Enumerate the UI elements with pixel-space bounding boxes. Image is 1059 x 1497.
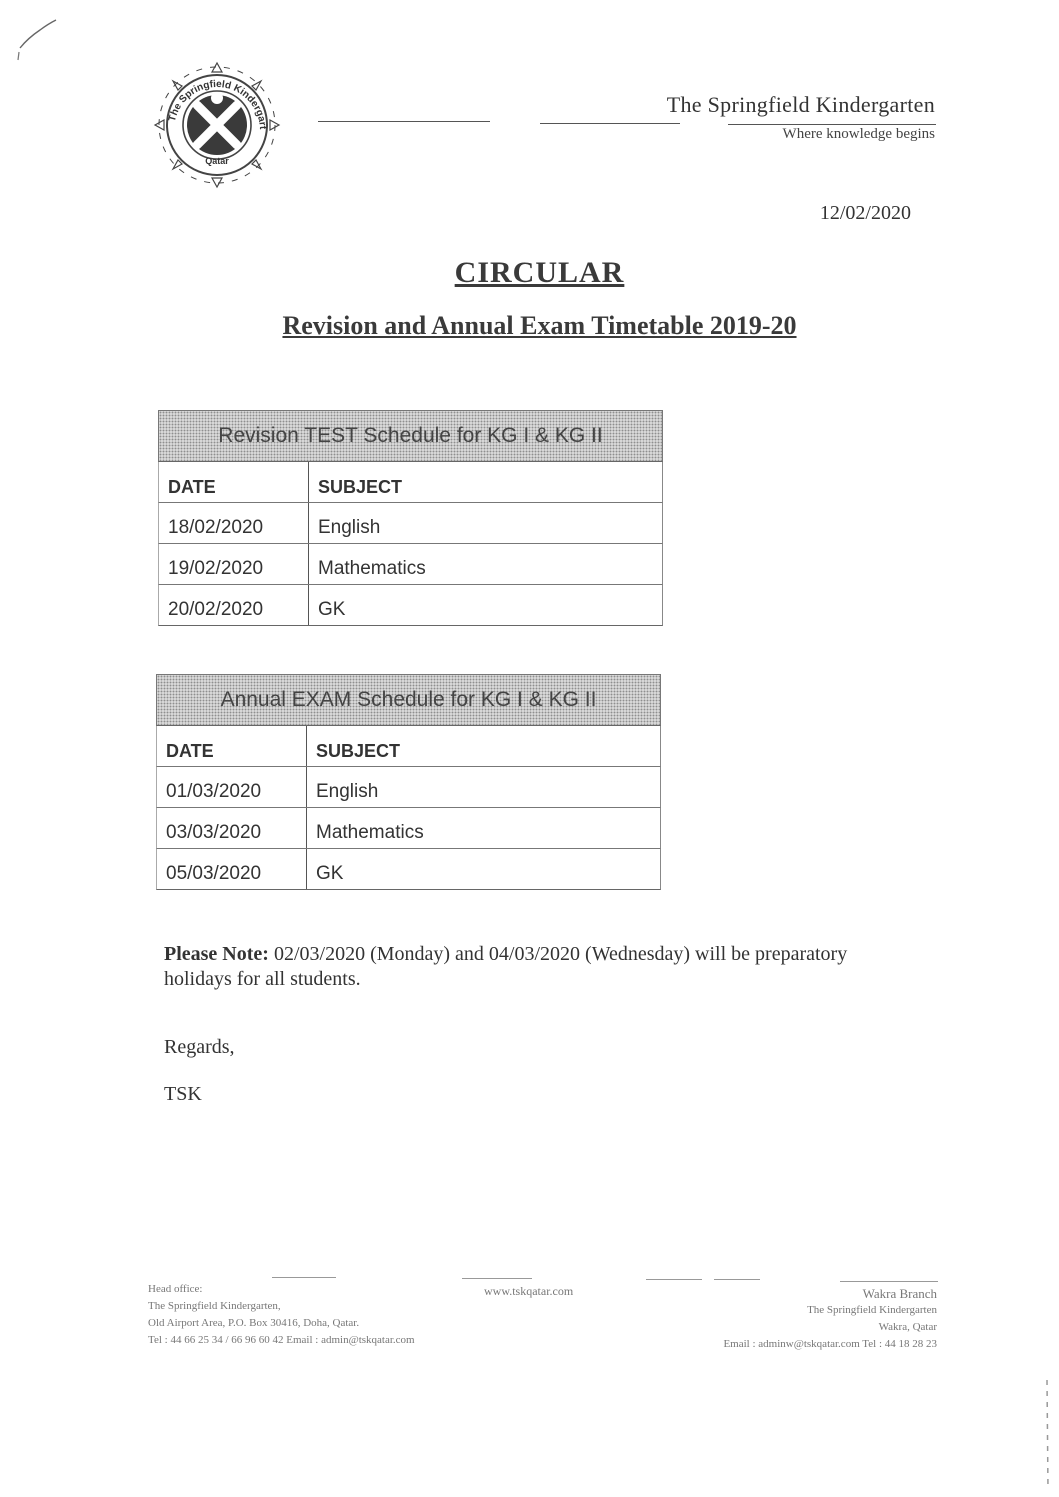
head-office-line1: The Springfield Kindergarten, [148, 1300, 281, 1312]
footer-rule [646, 1279, 702, 1280]
cell-subject: English [316, 781, 379, 802]
table-row [158, 544, 663, 585]
cell-subject: Mathematics [316, 822, 424, 843]
logo-ring-text: The Springfield Kindergart [166, 78, 269, 130]
tagline: Where knowledge begins [782, 126, 935, 142]
logo-bottom-text: Qatar [205, 156, 229, 166]
branch-line2: Wakra, Qatar [878, 1321, 937, 1333]
head-office-line3: Tel : 44 66 25 34 / 66 96 60 42 Email : admin@tskqatar.com [148, 1334, 415, 1346]
head-office-title: Head office: [148, 1283, 203, 1295]
holiday-note [164, 942, 904, 992]
closing-text: Regards, [164, 1036, 235, 1058]
scan-edge [1040, 1380, 1054, 1490]
cell-subject: Mathematics [318, 558, 426, 579]
cell-date: 20/02/2020 [159, 585, 309, 625]
cell-subject: GK [316, 863, 344, 884]
cell-date: 05/03/2020 [157, 849, 307, 889]
footer-rule [840, 1281, 938, 1282]
cell-date: 03/03/2020 [157, 808, 307, 848]
table-row [156, 767, 661, 808]
note-label: Please Note: [164, 943, 269, 965]
column-header-subject: SUBJECT [318, 477, 403, 497]
header-rule-left [318, 121, 490, 122]
cell-subject: English [318, 517, 381, 538]
header-rule-mid [540, 123, 680, 124]
table-header-row [158, 462, 663, 503]
page-subtitle: Revision and Annual Exam Timetable 2019-20 [282, 311, 797, 340]
branch-line3: Email : adminw@tskqatar.com Tel : 44 18 28 23 [723, 1338, 937, 1350]
head-office-line2: Old Airport Area, P.O. Box 30416, Doha, Qatar. [148, 1317, 360, 1329]
table-row [156, 808, 661, 849]
revision-schedule-table [158, 410, 663, 626]
cell-subject: GK [318, 599, 346, 620]
column-header-date: DATE [159, 462, 309, 502]
footer-rule [714, 1279, 760, 1280]
table-caption: Revision TEST Schedule for KG I & KG II [158, 410, 663, 462]
page-title: CIRCULAR [454, 256, 625, 289]
note-text: 02/03/2020 (Monday) and 04/03/2020 (Wednesday) will be preparatory holidays for all students. [164, 943, 848, 990]
school-seal-icon [152, 60, 282, 190]
table-row [158, 585, 663, 626]
table-row [156, 849, 661, 890]
signature: TSK [164, 1083, 202, 1105]
cell-date: 19/02/2020 [159, 544, 309, 584]
circular-date: 12/02/2020 [819, 202, 911, 224]
footer-head-office [148, 1281, 415, 1349]
footer-website[interactable]: www.tskqatar.com [484, 1284, 574, 1298]
cell-date: 18/02/2020 [159, 503, 309, 543]
table-row [158, 503, 663, 544]
branch-line1: The Springfield Kindergarten [807, 1304, 937, 1316]
annual-schedule-table [156, 674, 661, 890]
footer-branch [723, 1285, 937, 1353]
branch-title: Wakra Branch [862, 1286, 937, 1301]
column-header-subject: SUBJECT [316, 741, 401, 761]
table-header-row [156, 726, 661, 767]
school-logo [152, 60, 282, 190]
tagline-rule [728, 124, 936, 125]
scan-mark [10, 8, 60, 63]
footer-rule [462, 1278, 532, 1279]
table-caption: Annual EXAM Schedule for KG I & KG II [156, 674, 661, 726]
footer-rule [272, 1277, 336, 1278]
org-name: The Springfield Kindergarten [666, 92, 935, 117]
cell-date: 01/03/2020 [157, 767, 307, 807]
column-header-date: DATE [157, 726, 307, 766]
